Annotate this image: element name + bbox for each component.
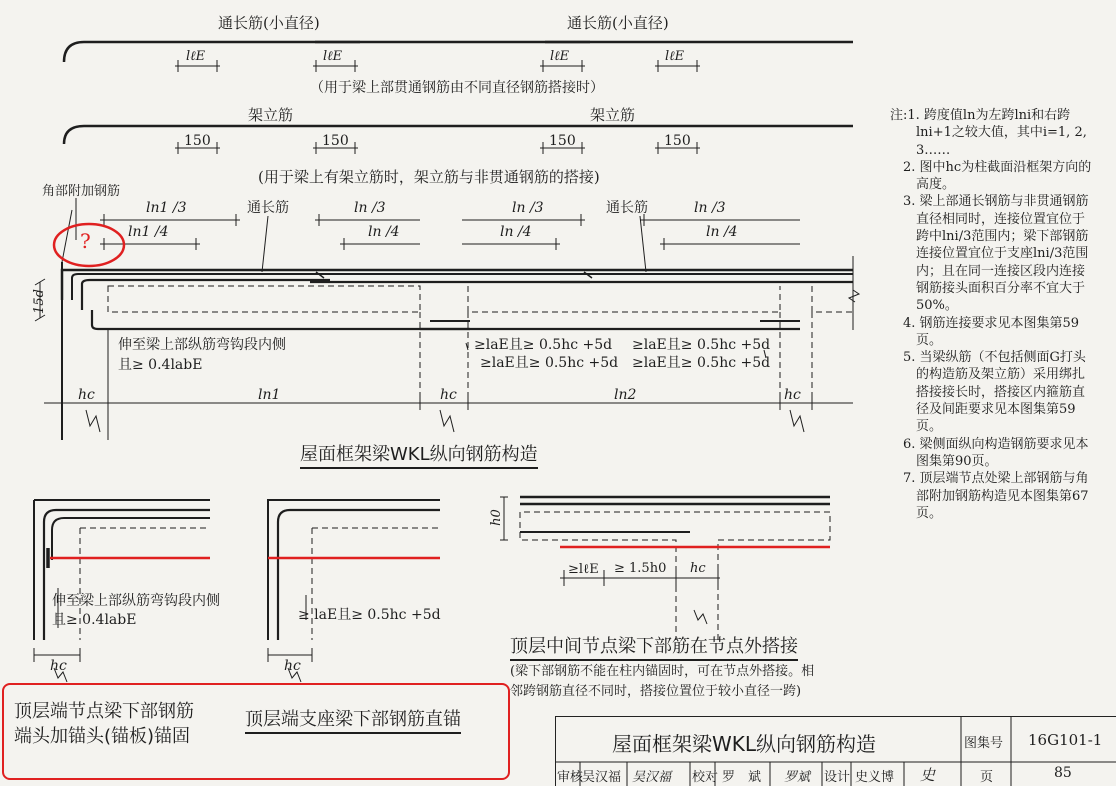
erection-bar-right-label: 架立筋 [590, 106, 636, 124]
notes-header: 注: [890, 108, 908, 123]
check-name: 罗 斌 [722, 770, 762, 785]
right-dim-hc: hc [690, 561, 706, 576]
anchor-length-label: ≥laE且≥ 0.5hc +5d [632, 337, 771, 353]
anchor-length-label: ≥laE且≥ 0.5hc +5d [632, 355, 771, 371]
dim-hc: hc [440, 387, 457, 403]
title-block-title: 屋面框架梁WKL纵向钢筋构造 [612, 732, 877, 756]
notes-panel [890, 107, 1095, 522]
right-detail-note-1: (梁下部钢筋不能在柱内锚固时，可在节点外搭接。相 [510, 664, 815, 679]
erection-bar-note: (用于梁上有架立筋时，架立筋与非贯通钢筋的搭接) [258, 168, 600, 186]
check-label: 校对 [692, 770, 719, 785]
through-bar-top-left [64, 42, 360, 62]
left-detail-caption-1: 顶层端节点梁下部钢筋 [14, 701, 194, 722]
lap-length-label: lℓE [186, 49, 206, 64]
check-signature: 罗斌 [784, 770, 811, 785]
different-diameter-note: （用于梁上部贯通钢筋由不同直径钢筋搭接时） [310, 80, 604, 96]
dim-hc: hc [78, 387, 95, 403]
dim-ln-4: ln /4 [368, 224, 400, 240]
dim-ln2: ln2 [614, 387, 637, 403]
note-item: 4. 钢筋连接要求见本图集第59页。 [903, 315, 1080, 348]
atlas-number: 16G101-1 [1028, 731, 1103, 749]
note-item: 2. 图中hc为柱截面沿框架方向的高度。 [903, 159, 1092, 193]
note-item: 3. 梁上部通长钢筋与非贯通钢筋直径相同时，连接位置宜位于跨中lni/3范围内；梁下部钢筋连接位置宜位于支座lni/3范围内；且在同一连接区段内连接钢筋接头面积百分率不宜大于50%。 [903, 194, 1089, 314]
dim-ln1-4: ln1 /4 [128, 224, 169, 240]
extend-note-line-2: 且≥ 0.4labE [118, 357, 203, 373]
mid-detail-caption: 顶层端支座梁下部钢筋直锚 [245, 705, 461, 734]
extend-note-line-1: 伸至梁上部纵筋弯钩段内侧 [118, 337, 286, 353]
design-name: 史义博 [855, 770, 895, 785]
question-mark: ? [80, 229, 91, 253]
note-item: 5. 当梁纵筋（不包括侧面G打头的构造筋及架立筋）采用绑扎搭接接长时，搭接区内箍筋直径及间距要求见本图集第59页。 [903, 350, 1086, 435]
lap-150-label: 150 [549, 133, 576, 149]
note-item: 7. 顶层端节点处梁上部钢筋与角部附加钢筋构造见本图集第67页。 [903, 471, 1089, 521]
dim-ln-4: ln /4 [706, 224, 738, 240]
lap-150-label: 150 [322, 133, 349, 149]
main-diagram-title: 屋面框架梁WKL纵向钢筋构造 [300, 440, 538, 469]
erection-bar-left-label: 架立筋 [248, 106, 294, 124]
design-label: 设计 [824, 770, 851, 785]
right-1-5h0: ≥ 1.5h0 [614, 561, 667, 576]
anchor-length-label: ≥laE且≥ 0.5hc +5d [474, 337, 613, 353]
dim-15d: 15d [31, 289, 47, 314]
lap-length-label: lℓE [550, 49, 570, 64]
through-bar-label: 通长筋 [247, 200, 289, 216]
through-bar-small-right-label: 通长筋(小直径) [567, 14, 669, 32]
dim-ln-3: ln /3 [512, 200, 544, 216]
lap-150-label: 150 [184, 133, 211, 149]
review-label: 审核 [557, 770, 584, 785]
right-detail-note-2: 邻跨钢筋直径不同时，搭接位置位于较小直径一跨) [510, 684, 802, 699]
through-bar-small-left-label: 通长筋(小直径) [218, 14, 320, 32]
left-detail-caption-2: 端头加锚头(锚板)锚固 [14, 726, 191, 747]
right-detail-title: 顶层中间节点梁下部筋在节点外搭接 [510, 632, 798, 661]
dim-hc: hc [784, 387, 801, 403]
dim-ln-4: ln /4 [500, 224, 532, 240]
dim-ln-3: ln /3 [694, 200, 726, 216]
anchor-length-label: ≥laE且≥ 0.5hc +5d [480, 355, 619, 371]
atlas-label: 图集号 [964, 736, 1004, 751]
lap-length-label: lℓE [323, 49, 343, 64]
corner-bar-label: 角部附加钢筋 [42, 184, 121, 199]
left-dim-hc: hc [50, 658, 67, 674]
dim-ln1-3: ln1 /3 [146, 200, 187, 216]
page-number: 85 [1054, 765, 1072, 781]
dim-ln1: ln1 [258, 387, 281, 403]
review-signature: 吴汉福 [632, 770, 672, 785]
left-extend-note-line-1: 伸至梁上部纵筋弯钩段内侧 [52, 593, 220, 609]
lap-length-label: lℓE [665, 49, 685, 64]
erection-bar-row [64, 126, 853, 144]
dim-ln-3: ln /3 [354, 200, 386, 216]
left-extend-note-line-2: 且≥ 0.4labE [52, 612, 137, 628]
page-label: 页 [980, 770, 994, 785]
right-lap-length: ≥lℓE [568, 562, 599, 577]
review-name: 吴汉福 [582, 770, 622, 785]
through-bar-label: 通长筋 [606, 200, 648, 216]
right-dim-h0: h0 [488, 509, 504, 526]
design-signature: 史 [920, 766, 936, 784]
mid-anchor-length: ≥ laE且≥ 0.5hc +5d [298, 607, 441, 623]
mid-dim-hc: hc [284, 658, 301, 674]
lap-150-label: 150 [664, 133, 691, 149]
note-item: 6. 梁侧面纵向构造钢筋要求见本图集第90页。 [903, 436, 1089, 469]
note-item: 注:1. 跨度值ln为左跨lni和右跨lni+1之较大值，其中i=1, 2, 3…… [890, 108, 1087, 158]
